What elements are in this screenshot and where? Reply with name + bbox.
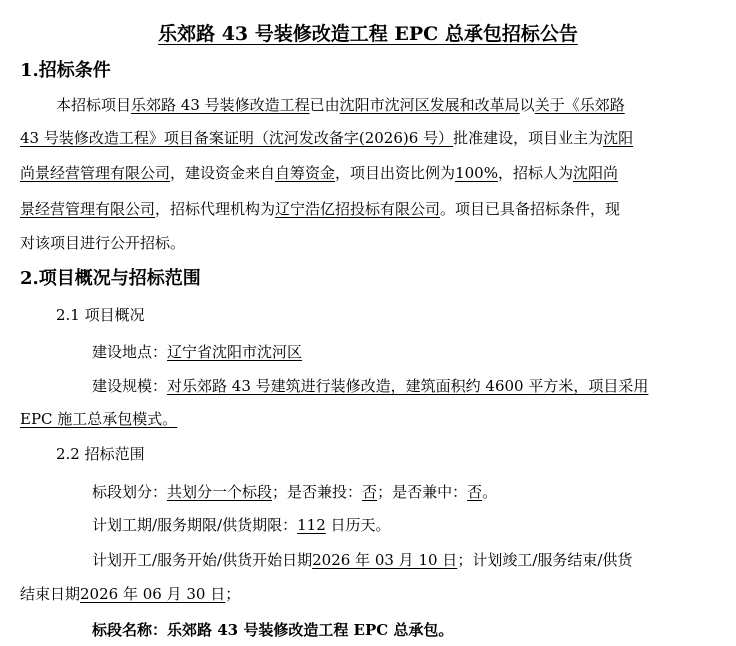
planned-start: 计划开工/服务开始/供货开始日期2026 年 03 月 10 日；计划竣工/服务结束/供货	[92, 551, 633, 569]
start-date: 2026 年 03 月 10 日	[312, 551, 458, 569]
planned-end: 结束日期2026 年 06 月 30 日；	[20, 585, 241, 603]
approval-authority: 沈阳市沈河区发展和改革局	[339, 96, 520, 114]
lot-name: 标段名称：乐郊路 43 号装修改造工程 EPC 总承包。	[92, 621, 454, 639]
end-date: 2026 年 06 月 30 日	[80, 585, 226, 603]
approval-document: 43 号装修改造工程》项目备案证明（沈河发改备字(2026)6 号）	[20, 129, 454, 147]
tenderer: 景经营管理有限公司	[20, 200, 156, 218]
s1-line-4: 景经营管理有限公司，招标代理机构为辽宁浩亿招投标有限公司。项目已具备招标条件，现	[20, 200, 621, 218]
page-title-text: 乐郊路 43 号装修改造工程 EPC 总承包招标公告	[158, 23, 578, 45]
tender-agency: 辽宁浩亿招投标有限公司	[275, 200, 441, 218]
s1-line-2: 43 号装修改造工程》项目备案证明（沈河发改备字(2026)6 号）批准建设，项目业主为沈阳	[20, 129, 634, 147]
lot-division: 标段划分：共划分一个标段；是否兼投：否；是否兼中：否。	[92, 483, 498, 501]
fund-ratio: 100%	[455, 164, 498, 182]
subsection-2-2-heading: 2.2 招标范围	[56, 445, 145, 463]
s1-line-1: 本招标项目乐郊路 43 号装修改造工程已由沈阳市沈河区发展和改革局以关于《乐郊路	[56, 96, 625, 114]
subsection-2-1-heading: 2.1 项目概况	[56, 306, 145, 324]
section-2-heading: 2.项目概况与招标范围	[20, 268, 201, 289]
project-name: 乐郊路 43 号装修改造工程	[131, 96, 310, 114]
fund-source: 自筹资金	[275, 164, 336, 182]
construction-location: 建设地点：辽宁省沈阳市沈河区	[92, 343, 303, 361]
page-title	[0, 20, 736, 48]
section-1-heading: 1.招标条件	[20, 60, 111, 81]
construction-scale-cont: EPC 施工总承包模式。	[20, 410, 178, 428]
planned-period: 计划工期/服务期限/供货期限：112 日历天。	[92, 516, 391, 534]
construction-scale: 建设规模：对乐郊路 43 号建筑进行装修改造，建筑面积约 4600 平方米，项目采用	[92, 377, 649, 395]
s1-line-3: 尚景经营管理有限公司，建设资金来自自筹资金，项目出资比例为100%，招标人为沈阳尚	[20, 164, 618, 182]
s1-line-5: 对该项目进行公开招标。	[20, 234, 186, 252]
project-owner: 尚景经营管理有限公司	[20, 164, 171, 182]
